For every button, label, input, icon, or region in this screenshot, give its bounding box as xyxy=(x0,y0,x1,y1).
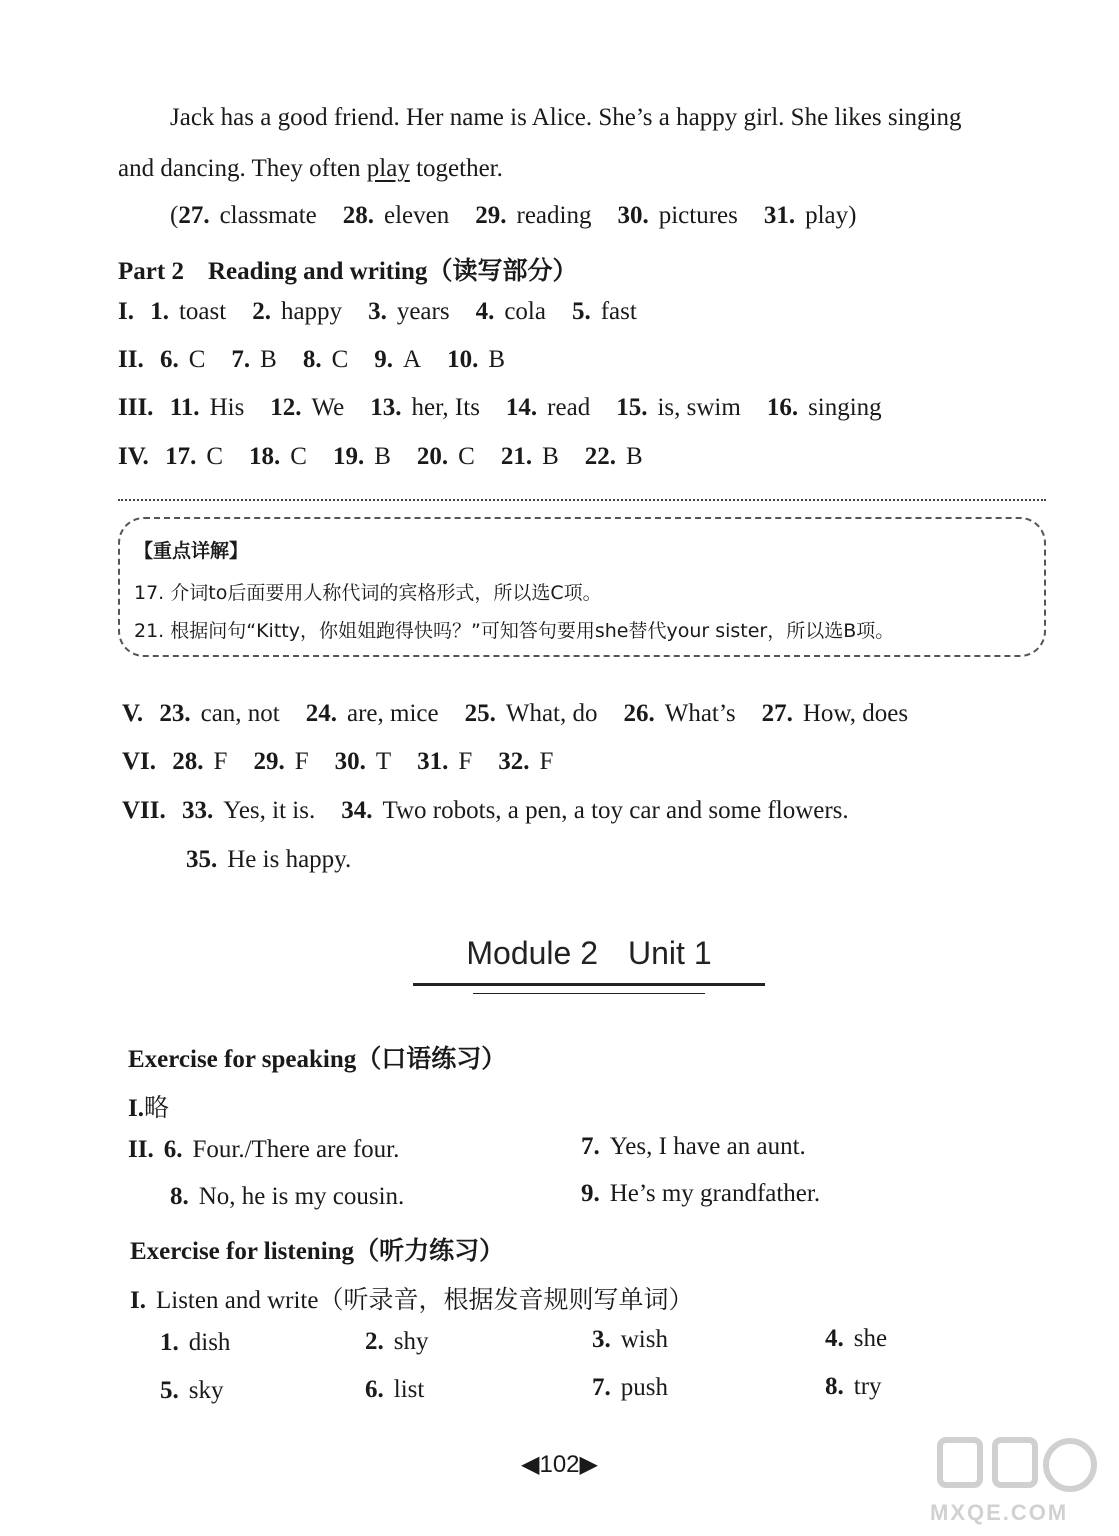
answer-number: 7. xyxy=(592,1374,611,1401)
answer-item xyxy=(368,298,450,325)
part-label: Part 2 xyxy=(118,258,184,285)
answer-text: singing xyxy=(808,394,882,421)
answer-number: 24. xyxy=(305,700,337,727)
passage-line-1: Jack has a good friend. Her name is Alice. She’s a happy girl. She likes singing xyxy=(170,104,962,131)
answer-number: 27. xyxy=(761,700,793,727)
answer-item xyxy=(825,1373,882,1401)
instruction-text: Listen and write xyxy=(155,1287,319,1314)
answer-text: wish xyxy=(620,1326,668,1353)
answer-item xyxy=(501,443,559,470)
answer-item xyxy=(417,443,475,470)
roman-numeral: II. xyxy=(118,346,144,373)
passage-line-2-start: and dancing. They often xyxy=(118,155,367,182)
answer-number: 8. xyxy=(825,1373,844,1400)
answer-item xyxy=(270,394,344,421)
answer-item xyxy=(767,394,882,421)
speaking-title-cn: （口语练习） xyxy=(356,1044,507,1073)
answer-number: 3. xyxy=(592,1326,611,1353)
answer-text: shy xyxy=(393,1328,429,1355)
part-title: Reading and writing xyxy=(207,258,428,285)
roman-numeral: I. xyxy=(128,1095,144,1122)
answer-item xyxy=(165,443,223,470)
answer-item xyxy=(447,346,505,373)
answer-text: His xyxy=(209,394,245,421)
answer-number: 21. xyxy=(500,443,533,470)
page-number: ◀102▶ xyxy=(521,1451,598,1478)
answer-item xyxy=(341,797,848,824)
roman-numeral: III. xyxy=(118,394,154,421)
answer-item xyxy=(465,700,598,727)
roman-numeral: I. xyxy=(118,298,134,325)
answer-text: play xyxy=(805,202,849,229)
listening-heading xyxy=(130,1231,504,1267)
roman-numeral: IV. xyxy=(118,443,149,470)
answer-text: is, swim xyxy=(657,394,741,421)
answer-text: fast xyxy=(600,298,637,325)
answer-number: 34. xyxy=(341,797,373,824)
roman-numeral: I. xyxy=(130,1287,146,1314)
answer-number: 28. xyxy=(172,748,204,775)
answer-number: 30. xyxy=(334,748,366,775)
answer-number: 32. xyxy=(498,748,530,775)
answer-number: 6. xyxy=(163,1136,183,1163)
answer-number: 8. xyxy=(302,346,322,373)
part-2-heading xyxy=(118,251,577,287)
section-vi-row xyxy=(122,748,553,776)
answer-number: 5. xyxy=(571,298,591,325)
section-iv-row xyxy=(118,443,643,471)
answer-number: 4. xyxy=(475,298,495,325)
answer-number: 6. xyxy=(365,1376,384,1403)
answer-number: 29. xyxy=(475,202,507,229)
answer-number: 9. xyxy=(374,346,394,373)
answer-number: 11. xyxy=(169,394,200,421)
answer-item xyxy=(581,1180,820,1208)
answer-item xyxy=(182,797,315,824)
dotted-divider xyxy=(118,499,1046,501)
answer-text: F xyxy=(458,748,473,775)
answer-item xyxy=(581,1133,806,1161)
answer-text: her, Its xyxy=(411,394,480,421)
listening-title-cn: （听力练习） xyxy=(354,1236,505,1265)
answer-number: 31. xyxy=(763,202,796,229)
answer-text: F xyxy=(294,748,309,775)
answer-text: What’s xyxy=(664,700,736,727)
speaking-ii-row xyxy=(128,1136,399,1164)
answer-number: 30. xyxy=(617,202,649,229)
answer-text: C xyxy=(206,443,223,470)
answer-text: F xyxy=(213,748,228,775)
answer-number: 14. xyxy=(505,394,538,421)
answer-item xyxy=(370,394,480,421)
answer-number: 1. xyxy=(160,1329,179,1356)
answer-item xyxy=(249,443,307,470)
answer-text: sky xyxy=(188,1377,224,1404)
answer-text: No, he is my cousin. xyxy=(198,1183,405,1210)
answer-text: F xyxy=(539,748,554,775)
answer-item xyxy=(506,394,590,421)
answer-number: 9. xyxy=(581,1180,600,1207)
answer-number: 28. xyxy=(342,202,375,229)
answer-number: 18. xyxy=(249,443,281,470)
answer-number: 33. xyxy=(182,797,214,824)
answer-item xyxy=(374,346,421,373)
answer-text: are, mice xyxy=(346,700,439,727)
watermark-icon xyxy=(920,1430,1110,1500)
explanation-line-1: 17. 介词to后面要用人称代词的宾格形式，所以选C项。 xyxy=(134,582,602,604)
passage-line-2 xyxy=(118,155,503,183)
answer-number: 8. xyxy=(170,1183,189,1210)
answer-number: 3. xyxy=(368,298,387,325)
answer-item xyxy=(343,202,449,229)
answer-number: 15. xyxy=(616,394,648,421)
close-paren: ) xyxy=(848,202,857,229)
answer-number: 10. xyxy=(447,346,479,373)
roman-numeral: II. xyxy=(128,1136,154,1163)
word-answers-row xyxy=(170,202,856,230)
answer-text: can, not xyxy=(200,700,280,727)
answer-number: 23. xyxy=(159,700,191,727)
answer-item xyxy=(231,346,276,373)
answer-text: try xyxy=(853,1373,882,1400)
answer-number: 13. xyxy=(370,394,402,421)
answer-number: 12. xyxy=(270,394,302,421)
answer-text: Yes, it is. xyxy=(223,797,316,824)
answer-item xyxy=(365,1328,428,1356)
section-i-row xyxy=(118,298,637,326)
open-paren: ( xyxy=(170,202,179,229)
answer-number: 6. xyxy=(159,346,179,373)
answer-text: eleven xyxy=(384,202,450,229)
module-heading xyxy=(413,935,765,972)
answer-text: B xyxy=(542,443,559,470)
answer-text: How, does xyxy=(802,700,909,727)
answer-item xyxy=(306,700,439,727)
section-vii-row-2 xyxy=(186,846,351,874)
answer-number: 2. xyxy=(365,1328,384,1355)
answer-text: 略 xyxy=(143,1093,169,1122)
answer-text: B xyxy=(374,443,391,470)
speaking-title: Exercise for speaking xyxy=(128,1046,357,1073)
answer-item xyxy=(335,748,392,775)
answer-item xyxy=(160,1377,223,1405)
answer-number: 22. xyxy=(584,443,616,470)
passage-line-2-end: together. xyxy=(409,155,503,182)
watermark-text: MXQE.COM xyxy=(930,1500,1069,1525)
heading-rule-thin xyxy=(473,993,705,994)
answer-number: 7. xyxy=(231,346,251,373)
answer-item xyxy=(170,394,245,421)
roman-numeral: VI. xyxy=(122,748,157,775)
answer-item xyxy=(303,346,348,373)
answer-text: she xyxy=(853,1325,888,1352)
answer-number: 1. xyxy=(150,298,169,325)
answer-item xyxy=(417,748,472,775)
answer-text: A xyxy=(403,346,422,373)
answer-item xyxy=(825,1325,887,1353)
unit-label: Unit 1 xyxy=(628,935,712,971)
answer-text: list xyxy=(393,1376,425,1403)
module-label: Module 2 xyxy=(466,935,599,971)
answer-item xyxy=(498,748,553,775)
answer-item xyxy=(172,748,227,775)
answer-text: B xyxy=(260,346,277,373)
listening-title: Exercise for listening xyxy=(130,1238,355,1265)
answer-text: Four./There are four. xyxy=(192,1136,400,1163)
answer-number: 17. xyxy=(165,443,197,470)
answer-number: 25. xyxy=(464,700,496,727)
answer-text: C xyxy=(290,443,307,470)
instruction-cn: （听录音，根据发音规则写单词） xyxy=(318,1285,694,1314)
answer-text: C xyxy=(458,443,475,470)
answer-text: B xyxy=(626,443,643,470)
underlined-word: play xyxy=(366,155,410,182)
answer-number: 19. xyxy=(332,443,365,470)
roman-numeral: VII. xyxy=(122,797,166,824)
answer-text: happy xyxy=(280,298,343,325)
answer-item xyxy=(616,394,741,421)
answer-number: 29. xyxy=(253,748,285,775)
answer-text: Two robots, a pen, a toy car and some flowers. xyxy=(382,797,849,824)
answer-text: Yes, I have an aunt. xyxy=(609,1133,806,1160)
answer-item xyxy=(160,346,205,373)
answer-item xyxy=(585,443,643,470)
heading-rule xyxy=(413,983,765,986)
answer-number: 7. xyxy=(581,1133,600,1160)
listening-i-row xyxy=(130,1280,693,1316)
answer-text: C xyxy=(331,346,349,373)
section-iii-row xyxy=(118,394,882,422)
answer-item xyxy=(617,202,737,229)
answer-item xyxy=(762,700,909,727)
section-v-row xyxy=(122,700,908,728)
answer-text: push xyxy=(620,1374,668,1401)
answer-item xyxy=(623,700,735,727)
answer-text: He’s my grandfather. xyxy=(609,1180,821,1207)
answer-text: reading xyxy=(516,202,592,229)
answer-text: We xyxy=(311,394,345,421)
answer-text: T xyxy=(375,748,392,775)
speaking-i-row xyxy=(128,1088,169,1124)
answer-item xyxy=(764,202,857,229)
answer-number: 5. xyxy=(160,1377,179,1404)
answer-item xyxy=(150,298,226,325)
speaking-heading xyxy=(128,1039,506,1075)
answer-item xyxy=(476,298,546,325)
answer-item xyxy=(592,1326,668,1354)
section-vii-row xyxy=(122,797,849,825)
answer-item xyxy=(365,1376,424,1404)
part-title-cn: （读写部分） xyxy=(427,256,578,285)
answer-number: 27. xyxy=(178,202,210,229)
answer-number: 31. xyxy=(417,748,449,775)
answer-item xyxy=(159,700,279,727)
answer-text: pictures xyxy=(658,202,738,229)
answer-text: toast xyxy=(178,298,227,325)
answer-text: read xyxy=(547,394,591,421)
answer-item xyxy=(170,1183,404,1211)
answer-text: What, do xyxy=(505,700,598,727)
answer-item xyxy=(252,298,342,325)
watermark-logo xyxy=(920,1430,1110,1530)
explanation-line-2: 21. 根据问句“Kitty，你姐姐跑得快吗？”可知答句要用she替代your sister，所以选B项。 xyxy=(134,620,895,642)
answer-number: 4. xyxy=(825,1325,844,1352)
answer-text: classmate xyxy=(219,202,317,229)
answer-item xyxy=(572,298,637,325)
answer-item xyxy=(253,748,308,775)
answer-text: cola xyxy=(504,298,546,325)
answer-text: years xyxy=(396,298,450,325)
answer-item xyxy=(178,202,316,229)
roman-numeral: V. xyxy=(122,700,144,727)
answer-item xyxy=(475,202,591,229)
answer-item xyxy=(333,443,391,470)
explanation-title: 【重点详解】 xyxy=(134,540,249,562)
answer-item xyxy=(592,1374,668,1402)
answer-item xyxy=(160,1329,230,1357)
answer-number: 2. xyxy=(252,298,271,325)
answer-text: He is happy. xyxy=(227,846,352,873)
answer-number: 26. xyxy=(623,700,655,727)
answer-number: 35. xyxy=(186,846,218,873)
answer-number: 16. xyxy=(766,394,799,421)
answer-text: dish xyxy=(188,1329,231,1356)
answer-number: 20. xyxy=(416,443,449,470)
answer-text: B xyxy=(488,346,506,373)
answer-text: C xyxy=(188,346,206,373)
section-ii-row xyxy=(118,346,505,374)
